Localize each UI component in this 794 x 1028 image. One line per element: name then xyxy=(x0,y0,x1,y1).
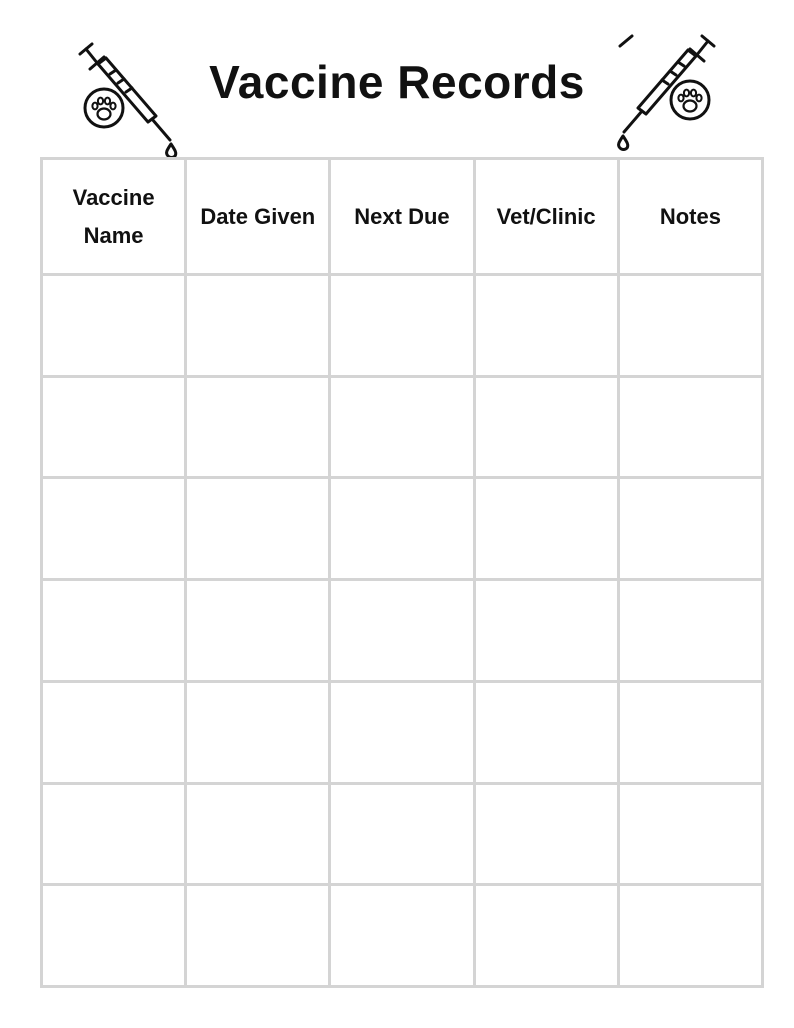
cell-notes[interactable] xyxy=(618,275,762,377)
cell-notes[interactable] xyxy=(618,783,762,885)
cell-date-given[interactable] xyxy=(186,681,330,783)
cell-next-due[interactable] xyxy=(330,275,474,377)
column-header-vet-clinic: Vet/Clinic xyxy=(474,159,618,275)
cell-next-due[interactable] xyxy=(330,885,474,987)
cell-vet-clinic[interactable] xyxy=(474,580,618,682)
cell-date-given[interactable] xyxy=(186,885,330,987)
cell-vet-clinic[interactable] xyxy=(474,478,618,580)
cell-vet-clinic[interactable] xyxy=(474,783,618,885)
cell-date-given[interactable] xyxy=(186,376,330,478)
cell-notes[interactable] xyxy=(618,580,762,682)
cell-next-due[interactable] xyxy=(330,783,474,885)
table-row xyxy=(42,681,763,783)
cell-date-given[interactable] xyxy=(186,783,330,885)
cell-vaccine-name[interactable] xyxy=(42,376,186,478)
column-header-next-due: Next Due xyxy=(330,159,474,275)
column-header-vaccine-name: Vaccine Name xyxy=(42,159,186,275)
table-row xyxy=(42,275,763,377)
cell-notes[interactable] xyxy=(618,885,762,987)
cell-vet-clinic[interactable] xyxy=(474,681,618,783)
cell-vet-clinic[interactable] xyxy=(474,376,618,478)
table-row xyxy=(42,580,763,682)
table-row xyxy=(42,478,763,580)
syringe-paw-icon xyxy=(612,32,722,152)
cell-next-due[interactable] xyxy=(330,580,474,682)
vaccine-records-table xyxy=(40,157,764,988)
cell-vaccine-name[interactable] xyxy=(42,783,186,885)
cell-next-due[interactable] xyxy=(330,478,474,580)
column-header-date-given: Date Given xyxy=(186,159,330,275)
table-row xyxy=(42,376,763,478)
cell-vet-clinic[interactable] xyxy=(474,275,618,377)
table-row xyxy=(42,885,763,987)
cell-date-given[interactable] xyxy=(186,275,330,377)
cell-vaccine-name[interactable] xyxy=(42,681,186,783)
cell-next-due[interactable] xyxy=(330,681,474,783)
cell-notes[interactable] xyxy=(618,681,762,783)
cell-date-given[interactable] xyxy=(186,478,330,580)
table-row xyxy=(42,783,763,885)
cell-vaccine-name[interactable] xyxy=(42,885,186,987)
cell-vaccine-name[interactable] xyxy=(42,275,186,377)
cell-vaccine-name[interactable] xyxy=(42,580,186,682)
syringe-paw-icon xyxy=(72,40,182,160)
table-header-row xyxy=(42,159,763,275)
cell-next-due[interactable] xyxy=(330,376,474,478)
cell-notes[interactable] xyxy=(618,478,762,580)
column-header-notes: Notes xyxy=(618,159,762,275)
cell-date-given[interactable] xyxy=(186,580,330,682)
cell-notes[interactable] xyxy=(618,376,762,478)
cell-vet-clinic[interactable] xyxy=(474,885,618,987)
cell-vaccine-name[interactable] xyxy=(42,478,186,580)
page-title: Vaccine Records xyxy=(209,56,585,108)
table-body xyxy=(42,275,763,987)
